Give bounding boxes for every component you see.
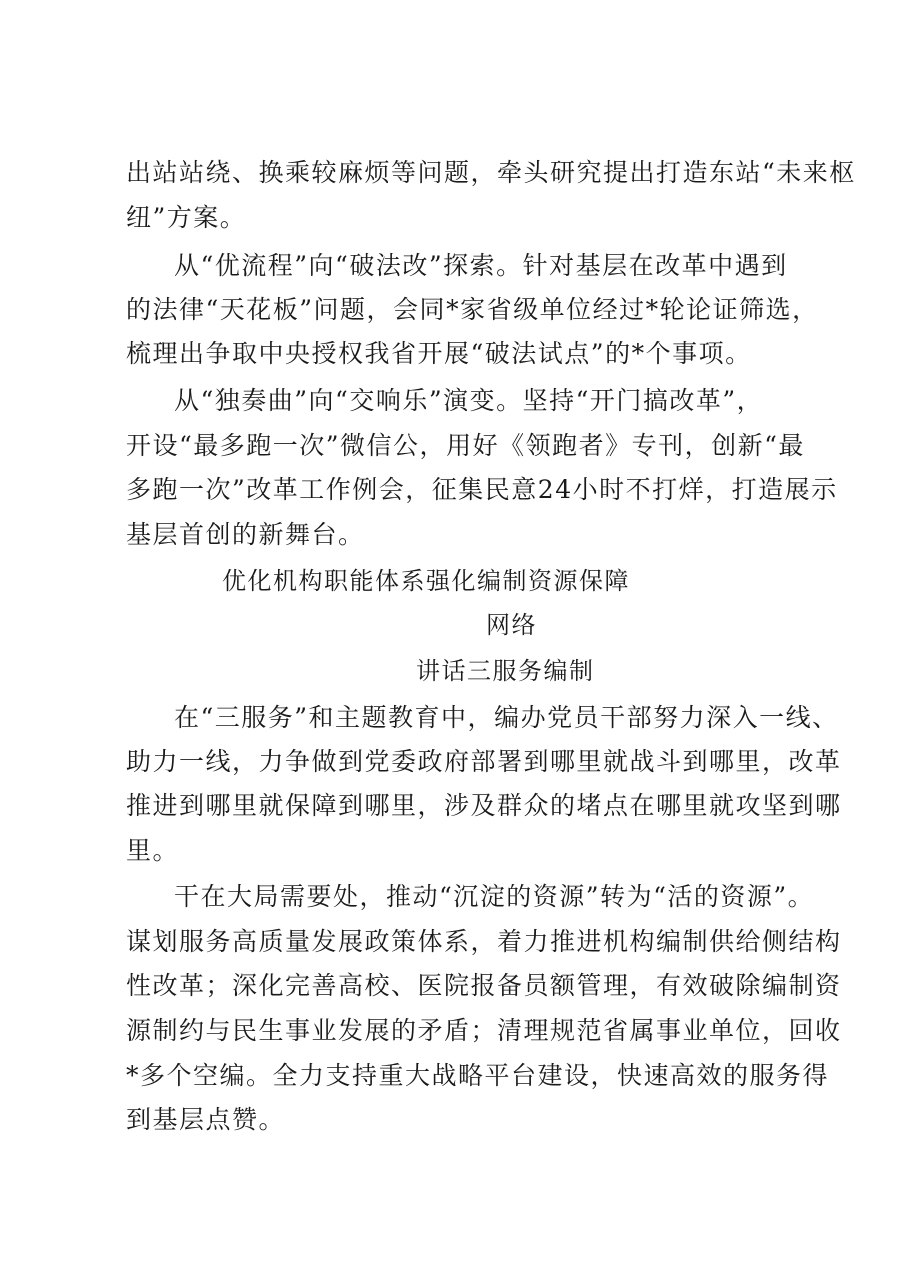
text-line-9: 基层首创的新舞台。 <box>126 520 365 549</box>
text-line-6: 从“独奏曲”向“交响乐”演变。坚持“开门搞改革”， <box>174 386 764 415</box>
text-line-22: 到基层点赞。 <box>126 1105 286 1134</box>
text-line-5: 梳理出争取中央授权我省开展“破法试点”的*个事项。 <box>126 339 752 368</box>
text-line-1: 出站站绕、换乘较麻烦等问题，牵头研究提出打造东站“未来枢 <box>126 158 856 187</box>
section-heading: 优化机构职能体系强化编制资源保障 <box>222 567 630 595</box>
text-line-14: 助力一线，力争做到党委政府部署到哪里就战斗到哪里，改革 <box>126 747 842 776</box>
subheading: 讲话三服务编制 <box>416 657 595 685</box>
text-line-13: 在“三服务”和主题教育中，编办党员干部努力深入一线、 <box>174 703 839 732</box>
text-line-19: 性改革；深化完善高校、医院报备员额管理，有效破除编制资 <box>126 971 842 1000</box>
text-line-21: *多个空编。全力支持重大战略平台建设，快速高效的服务得 <box>126 1061 830 1090</box>
text-line-18: 谋划服务高质量发展政策体系，着力推进机构编制供给侧结构 <box>126 927 842 956</box>
text-line-17: 干在大局需要处，推动“沉淀的资源”转为“活的资源”。 <box>174 882 815 911</box>
text-line-16: 里。 <box>126 836 180 865</box>
text-line-20: 源制约与民生事业发展的矛盾；清理规范省属事业单位，回收 <box>126 1016 842 1045</box>
heading-continuation: 网络 <box>486 611 537 639</box>
text-line-7: 开设“最多跑一次”微信公，用好《领跑者》专刊，创新“最 <box>126 431 805 460</box>
text-line-8: 多跑一次”改革工作例会，征集民意24小时不打烊，打造展示 <box>126 475 838 504</box>
text-line-4: 的法律“天花板”问题，会同*家省级单位经过*轮论证筛选， <box>126 295 819 324</box>
text-line-15: 推进到哪里就保障到哪里，涉及群众的堵点在哪里就攻坚到哪 <box>126 791 842 820</box>
text-line-3: 从“优流程”向“破法改”探索。针对基层在改革中遇到 <box>174 251 788 280</box>
text-line-2: 纽”方案。 <box>126 203 247 232</box>
